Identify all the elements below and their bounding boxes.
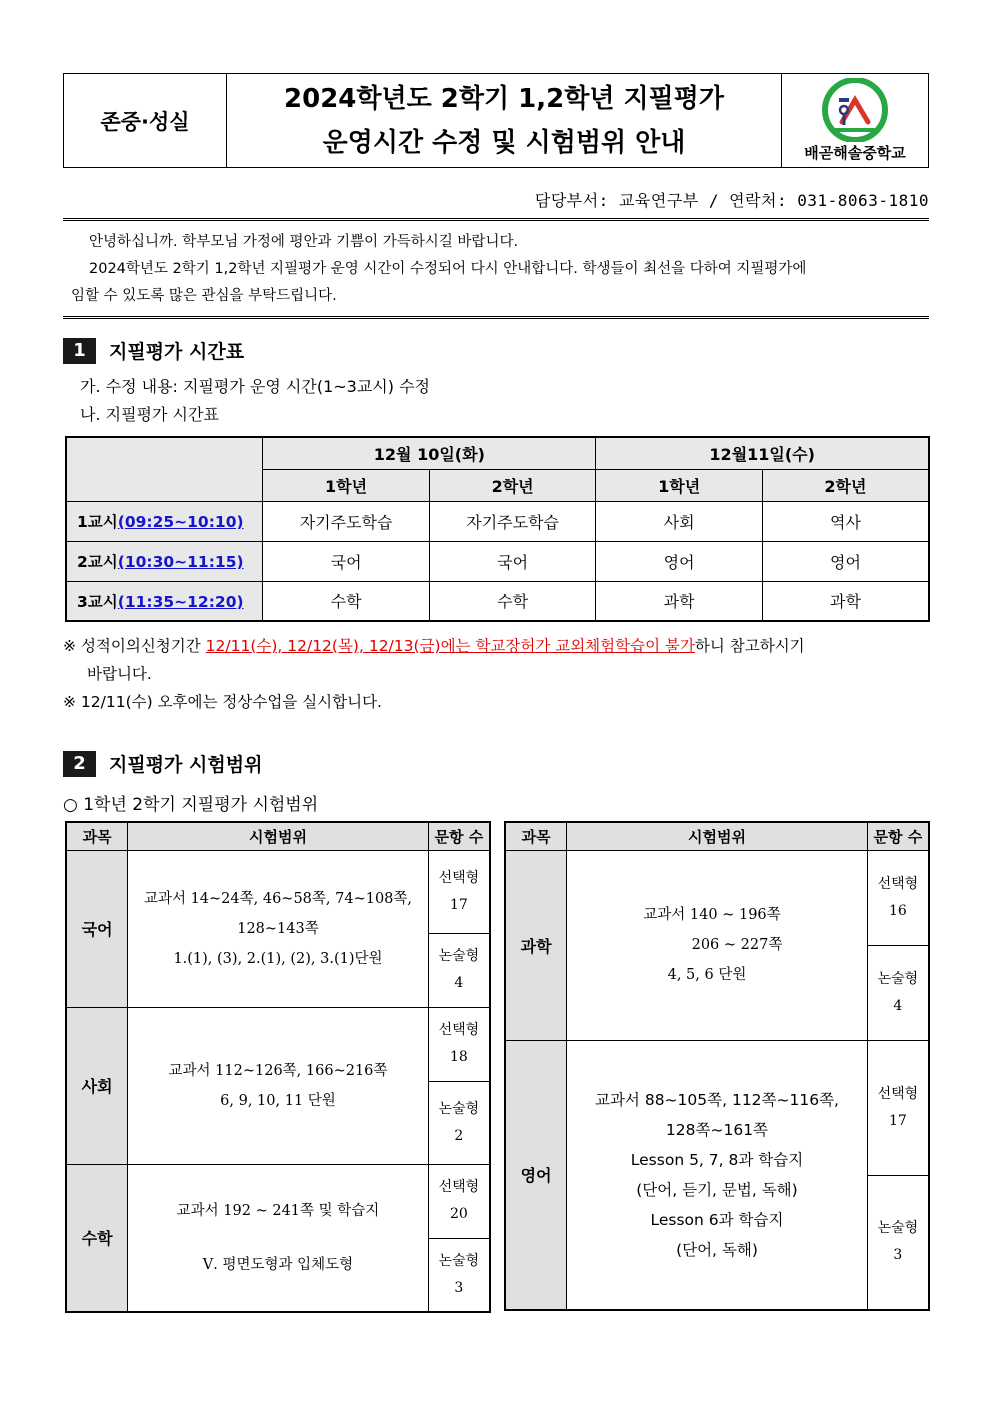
- scope-line: 6, 9, 10, 11 단원: [220, 1092, 336, 1109]
- period-time: (10:30~11:15): [117, 553, 244, 571]
- period-cell: [66, 501, 263, 541]
- intro-box: [63, 218, 929, 319]
- subject-cell: 영어: [596, 541, 763, 581]
- section-1-title: 지필평가 시간표: [109, 341, 245, 363]
- subject-cell: 국어: [263, 541, 430, 581]
- count-number: 18: [449, 1049, 468, 1065]
- day-2-header: 12월11일(수): [596, 437, 929, 469]
- scope-line: 교과서 14~24쪽, 46~58쪽, 74~108쪽,: [143, 890, 413, 907]
- subject-math: 수학: [66, 1164, 128, 1312]
- count-type: 선택형: [438, 1022, 480, 1038]
- section-2-title: 지필평가 시험범위: [109, 754, 263, 776]
- section-2-subtitle: ○ 1학년 2학기 지필평가 시험범위: [63, 795, 319, 815]
- section-2-number: 2: [63, 751, 96, 777]
- period-label: 2교시: [77, 553, 118, 571]
- note-1-cont: 바랍니다.: [87, 665, 152, 683]
- table-row: [66, 541, 929, 581]
- note-1-pre: 성적이의신청기간: [80, 637, 206, 655]
- scope-line: 128~143쪽: [237, 920, 319, 937]
- subject-english: 영어: [505, 1040, 567, 1310]
- scope-english: [567, 1040, 868, 1310]
- count-type: 선택형: [877, 1085, 919, 1102]
- count-number: 3: [454, 1279, 464, 1296]
- intro-paragraph-1: 안녕하십니까. 학부모님 가정에 평안과 기쁨이 가득하시길 바랍니다.: [89, 234, 519, 250]
- header-subject: 과목: [505, 822, 567, 850]
- grade-header: 1학년: [596, 469, 763, 501]
- intro-paragraph-2-cont: 임할 수 있도록 많은 관심을 부탁드립니다.: [71, 288, 337, 304]
- count-number: 17: [449, 896, 468, 913]
- table-row: [66, 581, 929, 621]
- title-line-2: 운영시간 수정 및 시험범위 안내: [322, 127, 686, 158]
- day-1-header: 12월 10일(화): [263, 437, 596, 469]
- subject-cell: 국어: [429, 541, 596, 581]
- period-label: 3교시: [77, 592, 118, 611]
- document-title: [227, 74, 782, 167]
- school-logo: [782, 74, 928, 167]
- timetable-corner: [66, 437, 263, 501]
- count-cell: [428, 1081, 490, 1164]
- count-cell: [428, 1238, 490, 1312]
- scope-line: 교과서 88~105쪽, 112쪽~116쪽,: [594, 1090, 839, 1109]
- period-cell: [66, 541, 263, 581]
- scope-line: 128쪽~161쪽: [665, 1120, 769, 1139]
- note-1-warning: 12/11(수), 12/12(목), 12/13(금)에는 학교장허가 교외체험학습이 불가: [205, 637, 695, 655]
- scope-line: 교과서 112~126쪽, 166~216쪽: [168, 1062, 388, 1079]
- grade-header: 2학년: [762, 469, 929, 501]
- subject-cell: 역사: [762, 501, 929, 541]
- header-count: 문항 수: [867, 822, 929, 850]
- count-cell: [428, 933, 490, 1007]
- subject-cell: 자기주도학습: [263, 501, 430, 541]
- note-1-post: 하니 참고하시기: [694, 637, 805, 655]
- title-line-1: 2024학년도 2학기 1,2학년 지필평가: [284, 83, 724, 114]
- range-table-left: [65, 821, 491, 1313]
- scope-spacer: [128, 1226, 428, 1250]
- school-name: 배곧해솔중학교: [804, 144, 906, 162]
- scope-line: 4, 5, 6 단원: [667, 967, 747, 983]
- note-1: [63, 632, 805, 660]
- scope-line: 교과서 192 ~ 241쪽 및 학습지: [176, 1202, 380, 1219]
- count-type: 논술형: [877, 1220, 919, 1237]
- intro-paragraph-2: 2024학년도 2학기 1,2학년 지필평가 운영 시간이 수정되어 다시 안내합니다. 학생들이 최선을 다하여 지필평가에: [89, 261, 807, 277]
- count-cell: [867, 1175, 929, 1310]
- scope-line: Lesson 6과 학습지: [650, 1210, 784, 1229]
- scope-line: Lesson 5, 7, 8과 학습지: [630, 1150, 804, 1169]
- subject-cell: 과학: [596, 581, 763, 621]
- note-2: ※ 12/11(수) 오후에는 정상수업을 실시합니다.: [63, 693, 382, 711]
- item-a: 가. 수정 내용: 지필평가 운영 시간(1~3교시) 수정: [80, 377, 430, 396]
- subject-science: 과학: [505, 850, 567, 1040]
- subject-cell: 수학: [263, 581, 430, 621]
- subject-cell: 자기주도학습: [429, 501, 596, 541]
- section-1-heading: [63, 337, 244, 364]
- header-subject: 과목: [66, 822, 128, 850]
- table-row: [66, 501, 929, 541]
- count-cell: [428, 850, 490, 933]
- note-1-mark: ※: [63, 637, 76, 655]
- count-number: 2: [454, 1127, 464, 1144]
- header-count: 문항 수: [428, 822, 490, 850]
- document-header: [63, 73, 929, 168]
- subject-korean: 국어: [66, 850, 128, 1007]
- count-type: 선택형: [438, 1179, 480, 1195]
- section-1-number: 1: [63, 338, 96, 364]
- count-cell: [867, 945, 929, 1040]
- period-label: 1교시: [77, 513, 118, 531]
- subject-cell: 사회: [596, 501, 763, 541]
- count-number: 20: [449, 1206, 468, 1222]
- section-2-heading: [63, 750, 262, 777]
- grade-header: 2학년: [429, 469, 596, 501]
- count-type: 선택형: [877, 875, 919, 892]
- count-number: 4: [893, 997, 903, 1014]
- scope-math: [128, 1164, 429, 1312]
- scope-line: Ⅴ. 평면도형과 입체도형: [202, 1256, 354, 1273]
- count-cell: [867, 1040, 929, 1175]
- period-time: (11:35~12:20): [117, 592, 244, 611]
- range-table-right: [504, 821, 930, 1311]
- count-cell: [428, 1164, 490, 1238]
- scope-social: [128, 1007, 429, 1164]
- period-cell: [66, 581, 263, 621]
- scope-line: 1.(1), (3), 2.(1), (2), 3.(1)단원: [173, 950, 383, 967]
- scope-korean: [128, 850, 429, 1007]
- scope-line: (단어, 듣기, 문법, 독해): [636, 1180, 798, 1199]
- contact-info: 담당부서: 교육연구부 / 연락처: 031-8063-1810: [534, 191, 929, 210]
- subject-cell: 수학: [429, 581, 596, 621]
- count-type: 선택형: [438, 869, 480, 886]
- count-number: 16: [888, 902, 907, 919]
- period-time: (09:25~10:10): [117, 513, 244, 531]
- scope-line: 206 ~ 227쪽: [691, 937, 783, 953]
- count-cell: [428, 1007, 490, 1081]
- count-type: 논술형: [877, 970, 919, 987]
- header-scope: 시험범위: [567, 822, 868, 850]
- school-motto: 존중·성실: [64, 74, 227, 167]
- exam-timetable: [65, 436, 930, 622]
- count-number: 17: [888, 1112, 907, 1129]
- count-cell: [867, 850, 929, 945]
- item-b: 나. 지필평가 시간표: [80, 405, 219, 424]
- scope-science: [567, 850, 868, 1040]
- subject-social: 사회: [66, 1007, 128, 1164]
- count-type: 논술형: [438, 1100, 480, 1117]
- scope-line: (단어, 독해): [676, 1240, 758, 1259]
- scope-line: 교과서 140 ~ 196쪽: [643, 907, 781, 923]
- header-scope: 시험범위: [128, 822, 429, 850]
- subject-cell: 영어: [762, 541, 929, 581]
- count-number: 3: [893, 1247, 903, 1264]
- school-emblem-icon: [820, 78, 890, 142]
- count-type: 논술형: [438, 948, 480, 964]
- count-number: 4: [454, 975, 464, 991]
- grade-header: 1학년: [263, 469, 430, 501]
- count-type: 논술형: [438, 1252, 480, 1269]
- subject-cell: 과학: [762, 581, 929, 621]
